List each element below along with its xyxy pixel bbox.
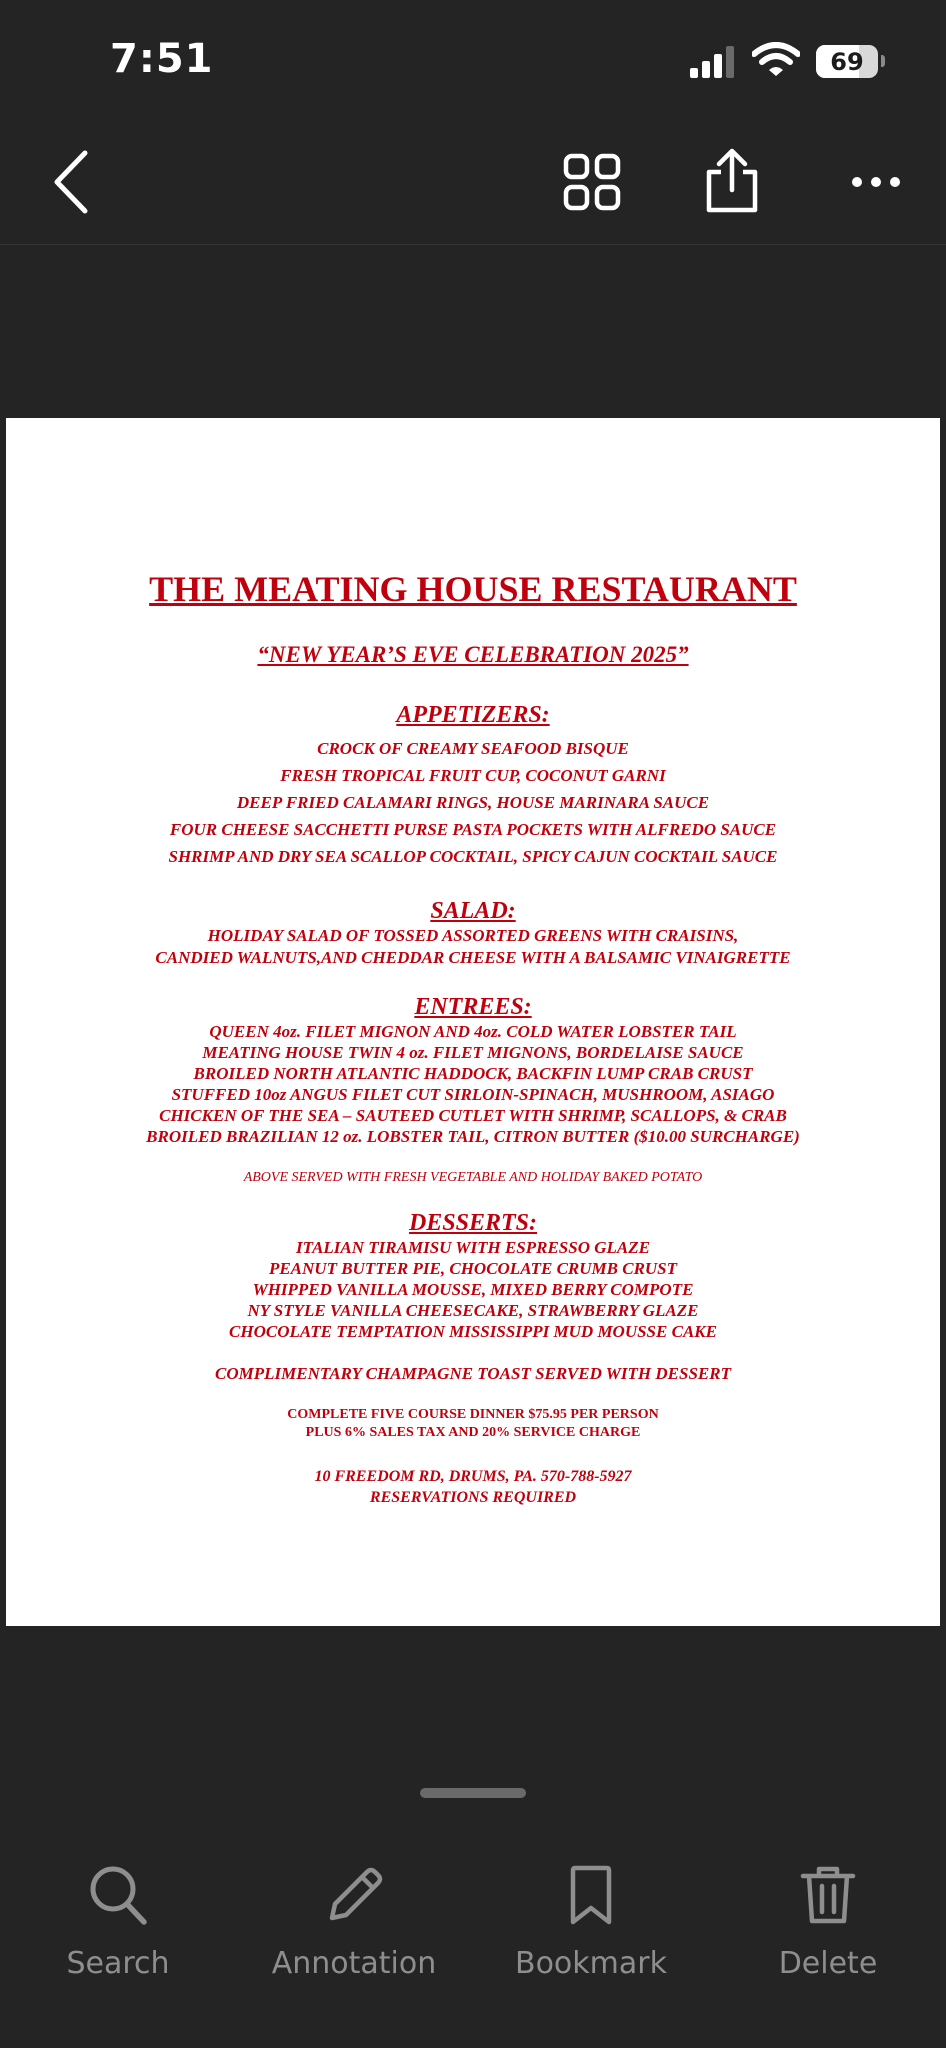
entrees-section (6, 994, 940, 1147)
bookmark-button[interactable] (486, 1848, 696, 1998)
share-icon (703, 148, 761, 214)
thumbnails-button[interactable] (552, 142, 632, 222)
status-time: 7:51 (110, 36, 214, 82)
address-block (6, 1466, 940, 1508)
bookmark-label: Bookmark (515, 1946, 667, 1981)
battery-cap (881, 55, 885, 67)
grid-icon (563, 153, 621, 211)
menu-item: FOUR CHEESE SACCHETTI PURSE PASTA POCKETS WITH ALFREDO SAUCE (169, 820, 777, 839)
more-icon (851, 176, 901, 188)
sheet-grabber[interactable] (420, 1788, 526, 1798)
menu-item: ITALIAN TIRAMISU WITH ESPRESSO GLAZE (296, 1238, 650, 1257)
champagne-note: COMPLIMENTARY CHAMPAGNE TOAST SERVED WITH DESSERT (215, 1364, 731, 1383)
chevron-left-icon (51, 149, 91, 215)
menu-item: SHRIMP AND DRY SEA SCALLOP COCKTAIL, SPICY CAJUN COCKTAIL SAUCE (168, 847, 778, 866)
back-button[interactable] (36, 142, 106, 222)
search-label: Search (66, 1946, 170, 1981)
more-button[interactable] (836, 142, 916, 222)
wifi-icon (752, 42, 800, 78)
appetizers-section (6, 702, 940, 870)
menu-title: THE MEATING HOUSE RESTAURANT (149, 569, 797, 609)
address-line: 10 FREEDOM RD, DRUMS, PA. 570-788-5927 (314, 1468, 632, 1485)
price-block (6, 1406, 940, 1442)
menu-item: CANDIED WALNUTS,AND CHEDDAR CHEESE WITH A BALSAMIC VINAIGRETTE (155, 948, 791, 967)
status-bar (0, 0, 946, 120)
pencil-icon (324, 1864, 386, 1926)
menu-item: CROCK OF CREAMY SEAFOOD BISQUE (317, 739, 629, 758)
delete-button[interactable] (723, 1848, 933, 1998)
menu-item: BROILED NORTH ATLANTIC HADDOCK, BACKFIN LUMP CRAB CRUST (193, 1064, 753, 1083)
price-line: PLUS 6% SALES TAX AND 20% SERVICE CHARGE (305, 1425, 641, 1440)
nav-bar (0, 120, 946, 245)
cellular-signal-icon (690, 46, 736, 78)
menu-item: MEATING HOUSE TWIN 4 oz. FILET MIGNONS, BORDELAISE SAUCE (202, 1043, 744, 1062)
annotation-button[interactable] (249, 1848, 459, 1998)
bottom-toolbar (0, 1848, 946, 2048)
desserts-heading: DESSERTS: (408, 1210, 538, 1236)
document-page[interactable] (6, 418, 940, 1626)
salad-heading: SALAD: (430, 898, 516, 924)
menu-item: CHICKEN OF THE SEA – SAUTEED CUTLET WITH SHRIMP, SCALLOPS, & CRAB (159, 1106, 787, 1125)
share-button[interactable] (692, 136, 772, 226)
menu-item: HOLIDAY SALAD OF TOSSED ASSORTED GREENS WITH CRAISINS, (207, 926, 739, 945)
battery-level: 69 (830, 47, 864, 76)
search-button[interactable] (13, 1848, 223, 1998)
delete-label: Delete (778, 1946, 878, 1981)
menu-item: NY STYLE VANILLA CHEESECAKE, STRAWBERRY GLAZE (247, 1301, 699, 1320)
menu-item: CHOCOLATE TEMPTATION MISSISSIPPI MUD MOUSSE CAKE (229, 1322, 717, 1341)
desserts-section (6, 1210, 940, 1342)
trash-icon (798, 1864, 858, 1926)
price-line: COMPLETE FIVE COURSE DINNER $75.95 PER PERSON (287, 1407, 659, 1422)
menu-item: QUEEN 4oz. FILET MIGNON AND 4oz. COLD WATER LOBSTER TAIL (209, 1022, 737, 1041)
entrees-heading: ENTREES: (414, 994, 532, 1020)
menu-item: STUFFED 10oz ANGUS FILET CUT SIRLOIN-SPINACH, MUSHROOM, ASIAGO (171, 1085, 775, 1104)
bookmark-icon (561, 1864, 621, 1926)
battery-icon (816, 45, 878, 78)
annotation-label: Annotation (271, 1946, 437, 1981)
search-icon (88, 1864, 148, 1926)
appetizers-heading: APPETIZERS: (396, 702, 550, 728)
salad-section (6, 898, 940, 969)
menu-item: BROILED BRAZILIAN 12 oz. LOBSTER TAIL, CITRON BUTTER ($10.00 SURCHARGE) (146, 1127, 800, 1146)
menu-item: DEEP FRIED CALAMARI RINGS, HOUSE MARINARA SAUCE (236, 793, 710, 812)
served-note: ABOVE SERVED WITH FRESH VEGETABLE AND HOLIDAY BAKED POTATO (243, 1170, 703, 1185)
reservations-line: RESERVATIONS REQUIRED (369, 1489, 577, 1506)
menu-item: PEANUT BUTTER PIE, CHOCOLATE CRUMB CRUST (268, 1259, 678, 1278)
menu-subtitle: “NEW YEAR’S EVE CELEBRATION 2025” (257, 642, 689, 667)
menu-item: WHIPPED VANILLA MOUSSE, MIXED BERRY COMPOTE (252, 1280, 694, 1299)
menu-item: FRESH TROPICAL FRUIT CUP, COCONUT GARNI (280, 766, 666, 785)
